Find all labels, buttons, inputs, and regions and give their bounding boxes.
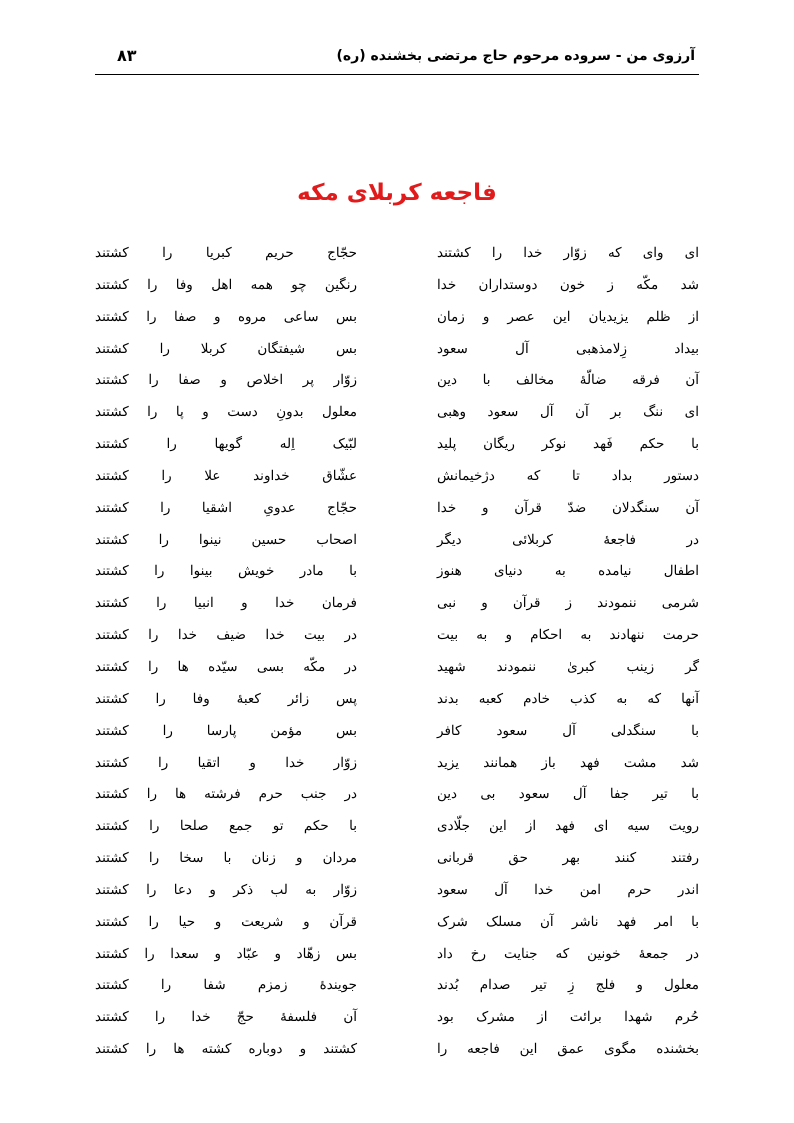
first-hemistich: بیداد زِلامذهبی آل سعود bbox=[437, 340, 699, 357]
first-hemistich: ای وای که زوّار خدا را کشتند bbox=[437, 245, 699, 261]
second-hemistich: رنگین چو همه اهل وفا را کشتند bbox=[95, 276, 357, 293]
first-hemistich: با تیر جفا آل سعود بی دین bbox=[437, 786, 699, 803]
verse-line bbox=[95, 307, 699, 339]
verse-line bbox=[95, 1007, 699, 1039]
verse-line bbox=[95, 975, 699, 1007]
first-hemistich: شرمی ننمودند ز قرآن و نبی bbox=[437, 595, 699, 612]
page-header bbox=[95, 40, 699, 75]
verse-line bbox=[95, 657, 699, 689]
verse-line bbox=[95, 753, 699, 785]
verse-line bbox=[95, 339, 699, 371]
verse-line bbox=[95, 243, 699, 275]
second-hemistich: معلول بدونِ دست و پا را کشتند bbox=[95, 404, 357, 421]
second-hemistich: زوّار به لب ذکر و دعا را کشتند bbox=[95, 881, 357, 898]
second-hemistich: با مادر خویش بینوا را کشتند bbox=[95, 563, 357, 580]
first-hemistich: شد مشت فهد باز همانند یزید bbox=[437, 754, 699, 771]
verse-line bbox=[95, 880, 699, 912]
verse-line bbox=[95, 816, 699, 848]
first-hemistich: با امر فهد ناشر آن مسلک شرک bbox=[437, 913, 699, 930]
verse-line bbox=[95, 944, 699, 976]
verse-line bbox=[95, 434, 699, 466]
second-hemistich: در مکّه بسی سیّده ها را کشتند bbox=[95, 658, 357, 675]
first-hemistich: رفتند کنند بهر حق قربانی bbox=[437, 850, 699, 867]
verse-line bbox=[95, 530, 699, 562]
verse-line bbox=[95, 561, 699, 593]
verse-line bbox=[95, 275, 699, 307]
verse-line bbox=[95, 784, 699, 816]
first-hemistich: در جمعهٔ خونین که جنایت رخ داد bbox=[437, 945, 699, 962]
poem-title: فاجعه کربلای مکه bbox=[297, 180, 497, 206]
running-title: آرزوی من - سروده مرحوم حاج مرتضی بخشنده (ره) bbox=[336, 48, 695, 64]
verse-line bbox=[95, 498, 699, 530]
first-hemistich: با حکم فَهد نوکر ریگان پلید bbox=[437, 436, 699, 453]
first-hemistich: در فاجعهٔ کربلائی دیگر bbox=[437, 531, 699, 548]
verse-line bbox=[95, 593, 699, 625]
first-hemistich: اطفال نیامده به دنیای هنوز bbox=[437, 563, 699, 580]
second-hemistich: در جنب حرم فرشته ها را کشتند bbox=[95, 786, 357, 803]
second-hemistich: بس زهّاد و عبّاد و سعدا را کشتند bbox=[95, 945, 357, 962]
second-hemistich: با حکم تو جمع صلحا را کشتند bbox=[95, 818, 357, 835]
second-hemistich: زوّار پر اخلاص و صفا را کشتند bbox=[95, 372, 357, 389]
first-hemistich: آن سنگدلان ضدّ قرآن و خدا bbox=[437, 499, 699, 516]
second-hemistich: جویندهٔ زمزم شفا را کشتند bbox=[95, 977, 357, 994]
second-hemistich: پس زائر کعبهٔ وفا را کشتند bbox=[95, 690, 357, 707]
first-hemistich: از ظلم یزیدیان این عصر و زمان bbox=[437, 308, 699, 325]
second-hemistich: قرآن و شریعت و حیا را کشتند bbox=[95, 913, 357, 930]
second-hemistich: حجّاج عدویِ اشقیا را کشتند bbox=[95, 499, 357, 516]
first-hemistich: بخشنده مگوی عمق این فاجعه را bbox=[437, 1041, 699, 1058]
verse-line bbox=[95, 625, 699, 657]
verse-line bbox=[95, 402, 699, 434]
verse-line bbox=[95, 848, 699, 880]
second-hemistich: حجّاج حریم کبریا را کشتند bbox=[95, 245, 357, 261]
first-hemistich: رویت سیه ای فهد از این جلّادی bbox=[437, 818, 699, 835]
verse-line bbox=[95, 912, 699, 944]
second-hemistich: بس مؤمن پارسا را کشتند bbox=[95, 722, 357, 739]
second-hemistich: اصحاب حسین نینوا را کشتند bbox=[95, 531, 357, 548]
second-hemistich: عشّاق خداوند علا را کشتند bbox=[95, 467, 357, 484]
second-hemistich: مردان و زنان با سخا را کشتند bbox=[95, 850, 357, 867]
first-hemistich: شد مکّه ز خون دوستداران خدا bbox=[437, 276, 699, 293]
second-hemistich: بس ساعی مروه و صفا را کشتند bbox=[95, 308, 357, 325]
second-hemistich: آن فلسفهٔ حجّ خدا را کشتند bbox=[95, 1009, 357, 1026]
first-hemistich: معلول و فلج زِ تیر صدام بُدند bbox=[437, 977, 699, 994]
second-hemistich: زوّار خدا و اتقیا را کشتند bbox=[95, 754, 357, 771]
first-hemistich: آنها که به کذب خادم کعبه بدند bbox=[437, 690, 699, 707]
verse-line bbox=[95, 1039, 699, 1071]
second-hemistich: بس شیفتگان کربلا را کشتند bbox=[95, 340, 357, 357]
first-hemistich: حُرم شهدا برائت از مشرک بود bbox=[437, 1009, 699, 1026]
first-hemistich: حرمت ننهادند به احکام و به بیت bbox=[437, 627, 699, 644]
first-hemistich: آن فرقه ضالّهٔ مخالف با دین bbox=[437, 372, 699, 389]
second-hemistich: فرمان خدا و انبیا را کشتند bbox=[95, 595, 357, 612]
first-hemistich: ای ننگ بر آن آل سعود وهبی bbox=[437, 404, 699, 421]
second-hemistich: کشتند و دوباره کشته ها را کشتند bbox=[95, 1041, 357, 1058]
first-hemistich: گر زینب کبریٰ ننمودند شهید bbox=[437, 658, 699, 675]
first-hemistich: با سنگدلی آل سعود کافر bbox=[437, 722, 699, 739]
verse-line bbox=[95, 689, 699, 721]
first-hemistich: دستور بداد تا که دژخیمانش bbox=[437, 467, 699, 484]
page-number: ۸۳ bbox=[117, 46, 137, 65]
verse-line bbox=[95, 466, 699, 498]
first-hemistich: اندر حرم امن خدا آل سعود bbox=[437, 881, 699, 898]
verse-line bbox=[95, 721, 699, 753]
verse-line bbox=[95, 370, 699, 402]
poem-verses bbox=[95, 243, 699, 1071]
second-hemistich: در بیت خدا ضیف خدا را کشتند bbox=[95, 627, 357, 644]
second-hemistich: لبّیک اِله گویها را کشتند bbox=[95, 436, 357, 453]
